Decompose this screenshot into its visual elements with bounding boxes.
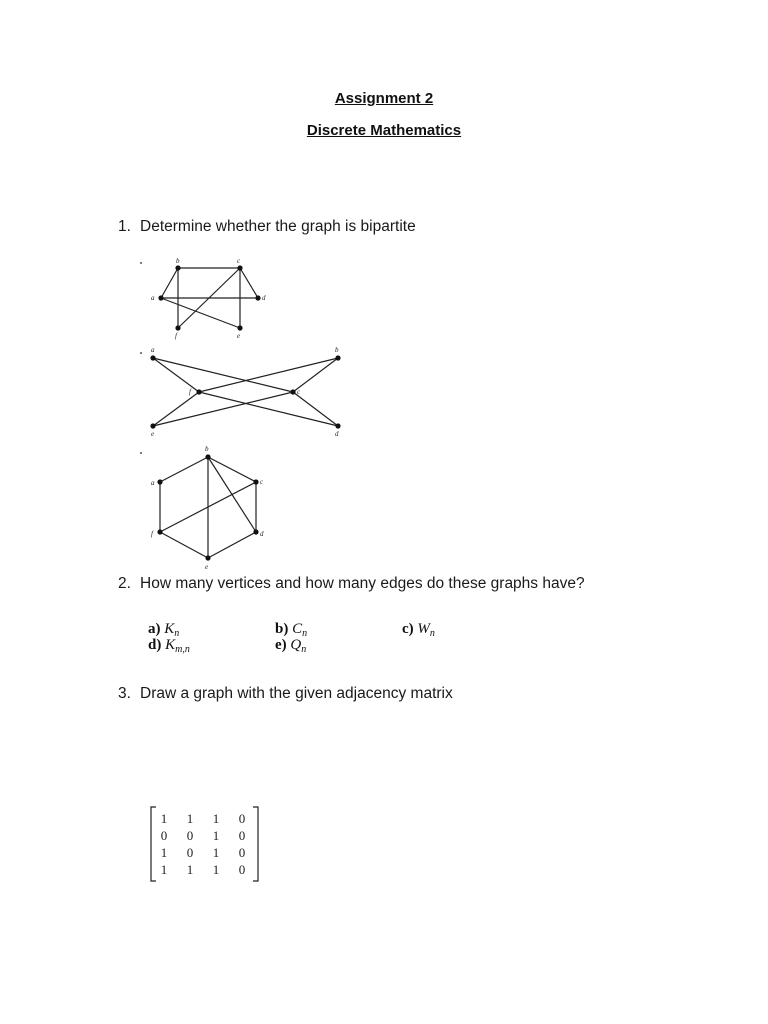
graph-type-e-symbol: Q: [290, 637, 302, 653]
question-3-text: Draw a graph with the given adjacency matrix: [140, 685, 453, 702]
graph-3-edge-ef: [160, 532, 208, 558]
graph-2-edge-df: [199, 392, 338, 426]
matrix-cell: 0: [186, 845, 194, 860]
graph-2-edge-bf: [199, 358, 338, 392]
page-title: Assignment 2: [334, 90, 434, 107]
graph-3-bullet: [140, 452, 142, 454]
graph-2-vertex-f: [196, 389, 201, 394]
graph-3-vertex-e: [205, 555, 210, 560]
graph-3-edges: [160, 457, 256, 558]
graph-3-vertex-a: [157, 479, 162, 484]
graph-type-a-symbol: K: [164, 621, 175, 637]
graph-type-d-label: d): [148, 637, 162, 653]
graph-3-vertex-f: [157, 529, 162, 534]
graph-2-edges: [153, 358, 338, 426]
graph-type-b-symbol: C: [292, 621, 303, 637]
question-3-number: 3.: [118, 685, 131, 702]
graph-type-b-label: b): [275, 621, 289, 637]
graph-3-label-f: f: [151, 530, 153, 538]
graph-2-label-f: f: [189, 388, 191, 396]
matrix-right-bracket: [253, 807, 258, 881]
matrix-cell: 0: [238, 862, 246, 877]
graph-2-vertex-a: [150, 355, 155, 360]
matrix-cell: 1: [186, 862, 194, 877]
graph-type-a-sub: n: [174, 628, 180, 639]
graph-type-a-label: a): [148, 621, 161, 637]
page-subtitle: Discrete Mathematics: [306, 122, 462, 139]
matrix-cell: 0: [238, 845, 246, 860]
matrix-cell: 0: [238, 811, 246, 826]
graph-type-c-sub: n: [429, 628, 435, 639]
graph-type-e-label: e): [275, 637, 287, 653]
graph-1-label-e: e: [237, 332, 241, 340]
matrix-cell: 1: [160, 811, 168, 826]
graph-2-vertex-c: [290, 389, 295, 394]
graph-1-bullet: [140, 262, 142, 264]
matrix-cell: 1: [212, 845, 220, 860]
graph-2-bullet: [140, 352, 142, 354]
graph-3-label-e: e: [205, 563, 209, 571]
graph-type-c-label: c): [402, 621, 414, 637]
graph-1-edge-ab: [161, 268, 178, 298]
graph-1-label-a: a: [151, 294, 155, 302]
graph-type-c-symbol: W: [417, 621, 430, 637]
question-1-number: 1.: [118, 218, 131, 235]
graph-3-edge-bc: [208, 457, 256, 482]
graph-3-label-a: a: [151, 479, 155, 487]
graph-type-e-sub: n: [301, 644, 307, 655]
graph-type-b-sub: n: [302, 628, 308, 639]
graph-1-edge-ae: [161, 298, 240, 328]
graph-2-edge-ec: [153, 392, 293, 426]
graph-3-label-c: c: [260, 478, 264, 486]
graph-3-vertex-d: [253, 529, 258, 534]
graph-2-label-c: c: [297, 388, 301, 396]
graph-1-label-d: d: [262, 294, 266, 302]
graph-1-vertex-c: [237, 265, 242, 270]
graph-2-vertices: [150, 355, 340, 428]
graph-1-vertex-b: [175, 265, 180, 270]
graph-type-d: [148, 637, 190, 655]
graph-type-d-symbol: K: [165, 637, 176, 653]
question-3: [118, 685, 453, 703]
graph-2-label-e: e: [151, 430, 155, 438]
graph-3-vertex-b: [205, 454, 210, 459]
graph-3-label-b: b: [205, 445, 209, 453]
graph-2-vertex-e: [150, 423, 155, 428]
graph-1-edges: [161, 268, 258, 328]
graph-2-label-d: d: [335, 430, 339, 438]
graph-2-label-b: b: [335, 346, 339, 354]
graph-1-vertex-e: [237, 325, 242, 330]
graph-1-vertex-a: [158, 295, 163, 300]
graph-1-vertex-f: [175, 325, 180, 330]
adjacency-matrix: [150, 806, 260, 882]
graph-3-edge-ab: [160, 457, 208, 482]
graph-3-edge-de: [208, 532, 256, 558]
graph-2-vertex-b: [335, 355, 340, 360]
graph-type-d-sub: m,n: [175, 644, 190, 655]
matrix-cell: 1: [212, 828, 220, 843]
graph-type-e: [275, 637, 306, 655]
graph-2-vertex-d: [335, 423, 340, 428]
matrix-cell: 1: [160, 845, 168, 860]
matrix-cell: 0: [186, 828, 194, 843]
question-2-text: How many vertices and how many edges do these graphs have?: [140, 575, 585, 592]
matrix-cell: 0: [238, 828, 246, 843]
graph-2-edge-ac: [153, 358, 293, 392]
matrix-cell: 1: [212, 811, 220, 826]
graph-type-c: [402, 621, 435, 639]
question-2: [118, 575, 585, 593]
question-2-number: 2.: [118, 575, 131, 592]
matrix-cell: 1: [186, 811, 194, 826]
graph-1-label-c: c: [237, 257, 241, 265]
matrix-cell: 0: [160, 828, 168, 843]
matrix-cell: 1: [212, 862, 220, 877]
graph-1-label-f: f: [175, 332, 177, 340]
graph-3-vertex-c: [253, 479, 258, 484]
graph-1-vertex-d: [255, 295, 260, 300]
graph-3-label-d: d: [260, 530, 264, 538]
graph-2-label-a: a: [151, 346, 155, 354]
graph-1-label-b: b: [176, 257, 180, 265]
graph-1-edge-cd: [240, 268, 258, 298]
question-1-text: Determine whether the graph is bipartite: [140, 218, 416, 235]
matrix-cell: 1: [160, 862, 168, 877]
